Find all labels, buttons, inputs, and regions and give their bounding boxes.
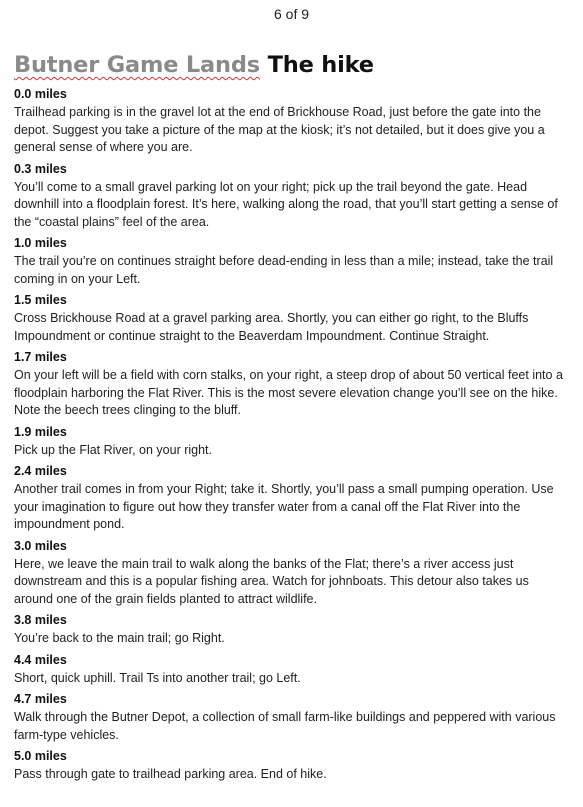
hike-entry [14, 748, 570, 784]
document-title [14, 50, 570, 80]
page-indicator: 6 of 9 [273, 6, 310, 22]
document-body [14, 50, 570, 788]
mile-description: Pick up the Flat River, on your right. [14, 442, 213, 457]
mile-description: On your left will be a field with corn stalks, on your right, a steep drop of about 50 vertical feet into a floodplain harboring the Flat River. This is the most severe elevation change you’ll see on the hike. Note the beech trees clinging to the bluff. [14, 368, 563, 417]
mile-description: Short, quick uphill. Trail Ts into another trail; go Left. [14, 670, 301, 685]
mile-description: Here, we leave the main trail to walk along the banks of the Flat; there’s a river access just downstream and this is a popular fishing area. Watch for johnboats. This detour also takes us around one of the grain fields planted to attract wildlife. [14, 556, 529, 606]
hike-entry [14, 235, 570, 288]
hike-entry [14, 691, 570, 744]
hike-entry [14, 652, 570, 688]
title-brand: Butner Game Lands [14, 52, 260, 78]
mile-marker: 1.9 miles [14, 424, 67, 439]
mile-marker: 0.3 miles [14, 161, 67, 176]
mile-description: The trail you’re on continues straight before dead-ending in less than a mile; instead, take the trail coming in on your Left. [14, 254, 554, 286]
hike-entry [14, 161, 570, 232]
hike-entry [14, 292, 570, 345]
hike-entry [14, 538, 570, 609]
mile-description: You’re back to the main trail; go Right. [14, 631, 225, 645]
mile-marker: 4.7 miles [14, 692, 67, 706]
mile-marker: 5.0 miles [14, 749, 67, 763]
mile-description: Another trail comes in from your Right; take it. Shortly, you’ll pass a small pumping operation. Use your imagination to figure out how they transfer water from a canal off the Flat River into the impoundment pond. [14, 482, 554, 531]
mile-marker: 3.8 miles [14, 613, 67, 627]
mile-marker: 3.0 miles [14, 538, 67, 553]
mile-marker: 2.4 miles [14, 464, 67, 478]
mile-marker: 1.0 miles [14, 236, 67, 250]
hike-entry [14, 424, 570, 460]
mile-marker: 1.7 miles [14, 350, 67, 364]
mile-marker: 4.4 miles [14, 652, 67, 667]
mile-description: Walk through the Butner Depot, a collection of small farm-like buildings and peppered with various farm-type vehicles. [14, 710, 556, 742]
mile-marker: 1.5 miles [14, 293, 67, 307]
mile-description: You’ll come to a small gravel parking lot on your right; pick up the trail beyond the gate. Head downhill into a floodplain forest. It’s here, walking along the road, that you’ll start getting a sense of the “coastal plains” feel of the area. [14, 179, 558, 229]
mile-description: Trailhead parking is in the gravel lot at the end of Brickhouse Road, just before the gate into the depot. Suggest you take a picture of the map at the kiosk; it’s not detailed, but it does give you a general sense of where you are. [14, 105, 545, 154]
mile-description: Cross Brickhouse Road at a gravel parking area. Shortly, you can either go right, to the Bluffs Impoundment or continue straight to the Beaverdam Impoundment. Continue Straight. [14, 311, 529, 343]
hike-entry [14, 612, 570, 648]
hike-entry [14, 349, 570, 420]
hike-entry [14, 86, 570, 157]
hike-entry [14, 463, 570, 534]
title-subtitle: The hike [267, 52, 374, 78]
mile-marker: 0.0 miles [14, 87, 67, 101]
mile-description: Pass through gate to trailhead parking area. End of hike. [14, 767, 327, 781]
